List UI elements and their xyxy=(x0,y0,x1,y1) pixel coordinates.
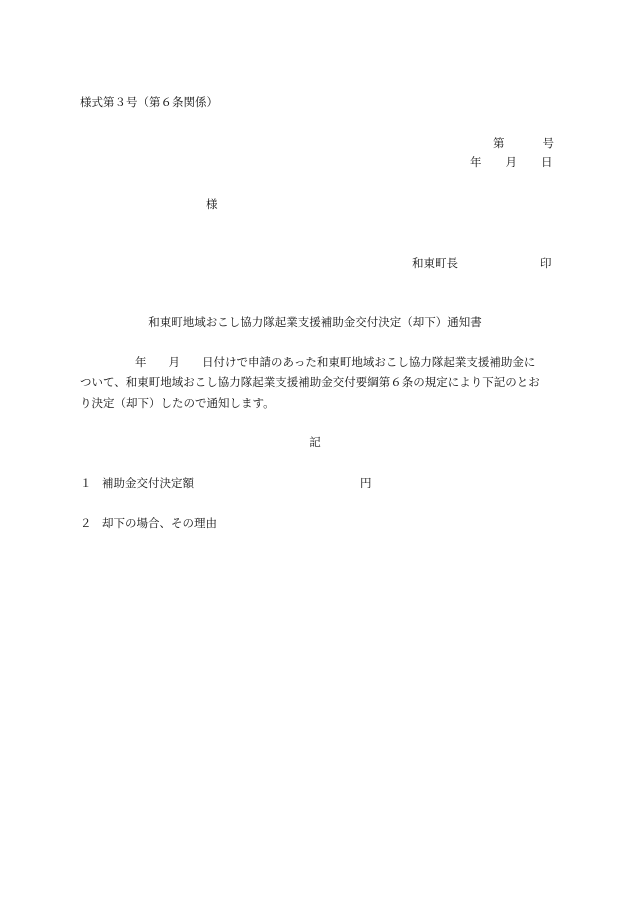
body-line-1 xyxy=(80,357,535,369)
form-number: 様式第３号（第６条関係） xyxy=(80,95,218,109)
item-number: ２ xyxy=(80,516,92,530)
ki-heading: 記 xyxy=(309,435,321,449)
seal-mark: 印 xyxy=(540,256,552,270)
list-item xyxy=(80,478,194,490)
document-title: 和東町地域おこし協力隊起業支援補助金交付決定（却下）通知書 xyxy=(148,315,482,329)
item-label: 却下の場合、その理由 xyxy=(102,516,217,530)
body-month: 月 xyxy=(168,355,180,369)
date-day: 日 xyxy=(541,155,553,169)
addressee-suffix: 様 xyxy=(206,197,218,211)
body-line-2: ついて、和東町地域おこし協力隊起業支援補助金交付要綱第６条の規定により下記のとお xyxy=(80,375,540,389)
item-unit: 円 xyxy=(360,476,372,490)
list-item xyxy=(80,518,217,530)
document-number-prefix: 第 xyxy=(493,136,505,150)
item-number: １ xyxy=(80,476,92,490)
document-date xyxy=(470,157,553,169)
body-year: 年 xyxy=(135,355,147,369)
date-month: 月 xyxy=(505,155,517,169)
document-number xyxy=(493,138,554,150)
item-label: 補助金交付決定額 xyxy=(102,476,194,490)
date-year: 年 xyxy=(470,155,482,169)
body-line-1-text: 日付けで申請のあった和東町地域おこし協力隊起業支援補助金に xyxy=(202,355,536,369)
issuer-title: 和東町長 xyxy=(412,256,458,270)
document-number-suffix: 号 xyxy=(542,136,554,150)
body-line-3: り決定（却下）したので通知します。 xyxy=(80,396,275,410)
